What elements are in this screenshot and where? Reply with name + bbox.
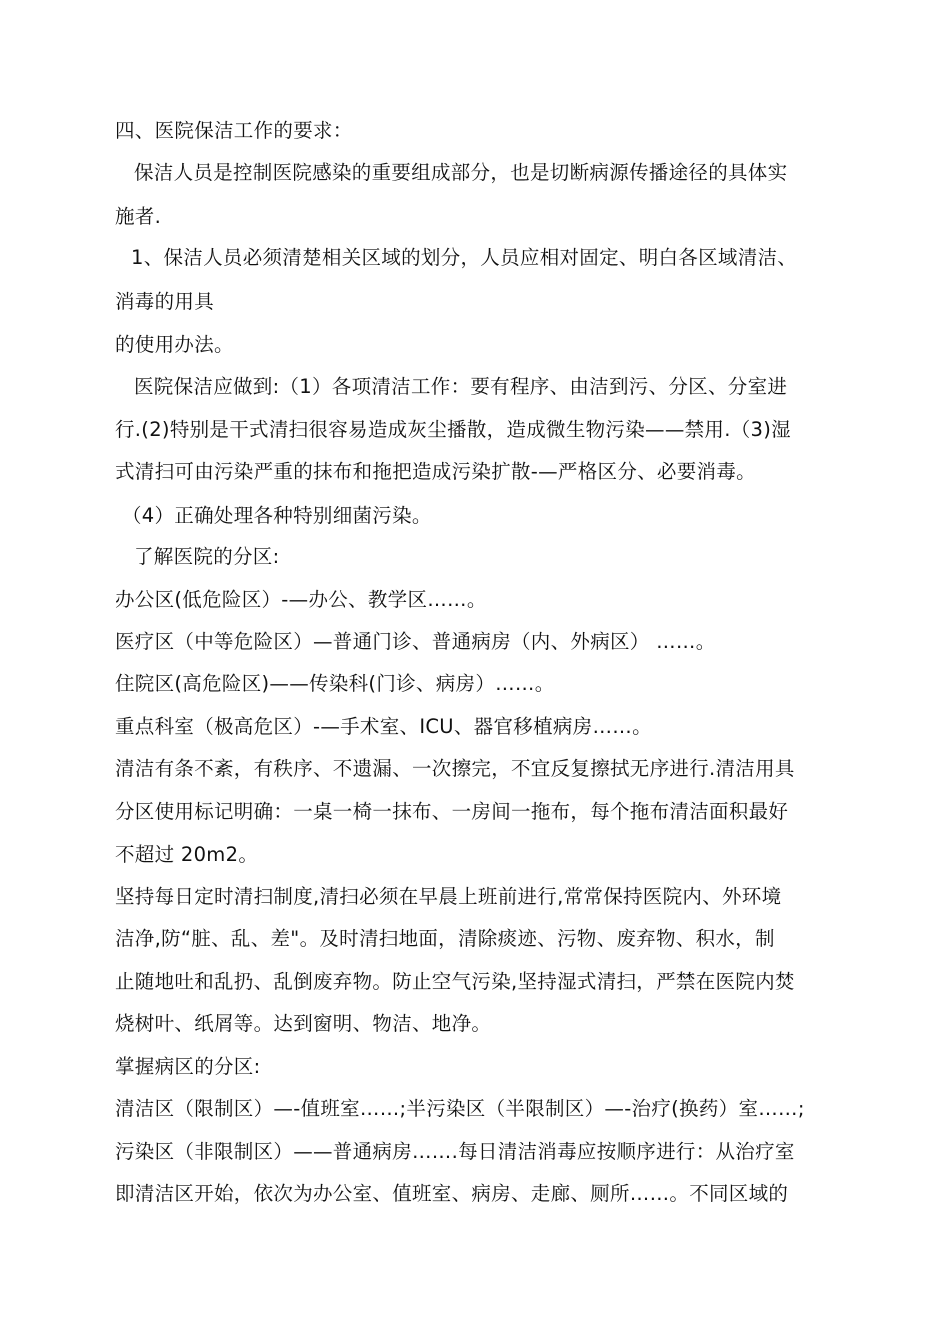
text-line: 的使用办法。	[115, 333, 234, 356]
text-line: 消毒的用具	[115, 290, 215, 313]
text-line: 行.(2)特别是干式清扫很容易造成灰尘播散，造成微生物污染——禁用.（3)湿	[115, 418, 791, 441]
text-line: 掌握病区的分区:	[115, 1055, 261, 1078]
text-line: 即清洁区开始，依次为办公室、值班室、病房、走廊、厕所……。不同区域的	[115, 1182, 789, 1205]
text-line: 重点科室（极高危区）-—手术室、ICU、器官移植病房……。	[115, 715, 652, 738]
text-line: 住院区(高危险区)——传染科(门诊、病房）……。	[115, 672, 555, 695]
text-line: （4）正确处理各种特别细菌污染。	[122, 504, 432, 527]
text-line: 清洁区（限制区）—-值班室……;半污染区（半限制区）—-治疗(换药）室……;	[115, 1097, 805, 1120]
text-line: 污染区（非限制区）——普通病房…….每日清洁消毒应按顺序进行：从治疗室	[115, 1140, 795, 1163]
text-line: 了解医院的分区:	[134, 545, 280, 568]
text-line: 办公区(低危险区）-—办公、教学区……。	[115, 588, 487, 611]
text-line: 分区使用标记明确：一桌一椅一抹布、一房间一拖布，每个拖布清洁面积最好	[115, 800, 789, 823]
text-line: 1、保洁人员必须清楚相关区域的划分，人员应相对固定、明白各区域清洁、	[131, 246, 798, 269]
text-line: 烧树叶、纸屑等。达到窗明、物洁、地净。	[115, 1012, 492, 1035]
text-line: 保洁人员是控制医院感染的重要组成部分，也是切断病源传播途径的具体实	[134, 161, 788, 184]
text-line: 施者.	[115, 205, 162, 228]
text-line: 不超过 20m2。	[115, 843, 259, 866]
text-line: 医院保洁应做到:（1）各项清洁工作：要有程序、由洁到污、分区、分室进	[134, 375, 788, 398]
text-line: 式清扫可由污染严重的抹布和拖把造成污染扩散-—严格区分、必要消毒。	[115, 460, 756, 483]
text-line: 洁净,防“脏、乱、差"。及时清扫地面，清除痰迹、污物、废弃物、积水，制	[115, 927, 775, 950]
text-line: 止随地吐和乱扔、乱倒废弃物。防止空气污染,坚持湿式清扫，严禁在医院内焚	[115, 970, 795, 993]
text-line: 坚持每日定时清扫制度,清扫必须在早晨上班前进行,常常保持医院内、外环境	[115, 885, 782, 908]
section-heading: 四、医院保洁工作的要求：	[115, 119, 353, 142]
text-line: 清洁有条不紊，有秩序、不遗漏、一次擦完，不宜反复擦拭无序进行.清洁用具	[115, 757, 795, 780]
text-line: 医疗区（中等危险区）—普通门诊、普通病房（内、外病区） ……。	[115, 630, 716, 653]
